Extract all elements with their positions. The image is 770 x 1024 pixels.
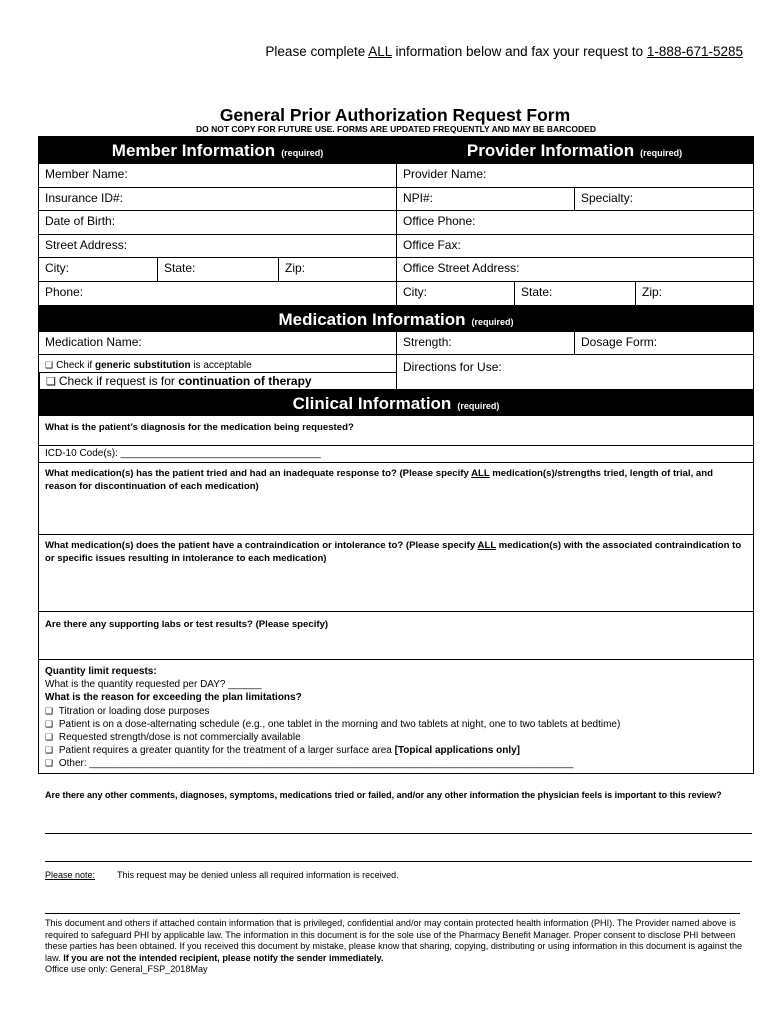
generic-substitution-checkbox[interactable]: ❑ Check if generic substitution is acceptable: [45, 360, 252, 371]
insurance-id-field[interactable]: Insurance ID#:: [45, 191, 124, 205]
medication-section-title: Medication Information (required): [39, 305, 753, 332]
member-section-title: Member Information (required): [111, 140, 324, 160]
member-state-field[interactable]: State:: [157, 258, 278, 281]
please-note: Please note: This request may be denied unless all required information is received.: [45, 870, 399, 880]
fax-instruction: Please complete ALL information below and fax your request to 1-888-671-5285: [265, 44, 743, 59]
continuation-therapy-checkbox[interactable]: ❑ Check if request is for continuation of therapy: [39, 372, 396, 389]
labs-question[interactable]: Are there any supporting labs or test results? (Please specify): [39, 611, 753, 659]
dosage-form-field[interactable]: Dosage Form:: [574, 332, 753, 354]
member-zip-field[interactable]: Zip:: [278, 258, 396, 281]
date-of-birth-field[interactable]: Date of Birth:: [45, 214, 116, 228]
directions-field[interactable]: Directions for Use:: [396, 355, 753, 389]
member-phone-field[interactable]: Phone:: [45, 285, 84, 299]
qty-option-dose-alternating[interactable]: ❑ Patient is on a dose-alternating schedule (e.g., one tablet in the morning and two tablets at night, one to two tablets at bedtime): [45, 718, 621, 730]
provider-section-title: Provider Information (required): [466, 140, 683, 160]
form-subtitle: DO NOT COPY FOR FUTURE USE. FORMS ARE UPDATED FREQUENTLY AND MAY BE BARCODED: [195, 124, 596, 134]
checkbox-icon: ❑: [45, 705, 54, 716]
qty-per-day-field[interactable]: What is the quantity requested per DAY? ______: [45, 679, 262, 691]
qty-heading: Quantity limit requests:: [45, 666, 157, 677]
icd-code-field[interactable]: ICD-10 Code(s): ____________________________________: [39, 445, 753, 462]
comment-line[interactable]: [45, 861, 752, 862]
office-phone-field[interactable]: Office Phone:: [396, 211, 753, 234]
fax-all-emphasis: ALL: [368, 44, 392, 59]
fax-number: 1-888-671-5285: [646, 44, 743, 59]
provider-state-field[interactable]: State:: [514, 282, 635, 305]
tried-medications-question[interactable]: What medication(s) has the patient tried and had an inadequate response to? (Please specify ALL medication(s)/strengths tried, length of trial, and reason for discontinuation of each medication): [39, 462, 753, 534]
qty-option-topical[interactable]: ❑ Patient requires a greater quantity for the treatment of a larger surface area [Topical applications only]: [45, 745, 520, 757]
qty-option-titration[interactable]: ❑ Titration or loading dose purposes: [45, 705, 210, 717]
provider-city-field[interactable]: City:: [396, 282, 514, 305]
confidentiality-notice: This document and others if attached contain information that is privileged, confidential and/or may contain protected health information (PHI). The Provider named above is required to safeguard PHI by applicable law. The information in this document is for the sole use of the Pharmacy Benefit Manager. Proper consent to disclose PHI between these parties has been obtained. If you received this document by mistake, please know that sharing, copying, distributing or using information in this document is against the law. If you are not the intended recipient, please notify the sender immediately. Office use only: General_FSP_2018May: [45, 918, 745, 976]
authorization-form: [38, 136, 754, 774]
member-name-field[interactable]: Member Name:: [45, 167, 128, 181]
contraindication-question[interactable]: What medication(s) does the patient have a contraindication or intolerance to? (Please specify ALL medication(s) with the associated contraindication to or specific issues resulting in intolerance to each medication): [39, 534, 753, 611]
provider-name-field[interactable]: Provider Name:: [396, 164, 753, 187]
npi-field[interactable]: NPI#:: [396, 188, 574, 210]
checkbox-icon: ❑: [45, 360, 54, 370]
checkbox-icon: ❑: [45, 732, 54, 743]
strength-field[interactable]: Strength:: [396, 332, 574, 354]
office-fax-field[interactable]: Office Fax:: [396, 235, 753, 257]
office-use-code: Office use only: General_FSP_2018May: [45, 964, 208, 974]
divider: [45, 913, 740, 914]
qty-option-other[interactable]: ❑ Other: _______________________________________________________________________________________: [45, 758, 574, 770]
other-comments-question: Are there any other comments, diagnoses, symptoms, medications tried or failed, and/or any other information the physician feels is important to this review?: [45, 790, 722, 800]
qty-option-not-available[interactable]: ❑ Requested strength/dose is not commercially available: [45, 732, 301, 744]
diagnosis-question: What is the patient’s diagnosis for the medication being requested?: [45, 422, 354, 433]
checkbox-icon: ❑: [45, 758, 54, 769]
qty-reason-heading: What is the reason for exceeding the plan limitations?: [45, 692, 302, 704]
specialty-field[interactable]: Specialty:: [574, 188, 753, 210]
quantity-limit-section: [39, 659, 753, 773]
member-provider-header: [39, 137, 753, 164]
checkbox-icon: ❑: [45, 718, 54, 729]
office-street-field[interactable]: Office Street Address:: [396, 258, 753, 281]
checkbox-icon: ❑: [45, 745, 54, 756]
provider-zip-field[interactable]: Zip:: [635, 282, 753, 305]
street-address-field[interactable]: Street Address:: [45, 238, 128, 252]
clinical-section-title: Clinical Information (required): [39, 389, 753, 416]
checkbox-icon: ❑: [46, 375, 56, 388]
medication-name-field[interactable]: Medication Name:: [45, 335, 142, 349]
comment-line[interactable]: [45, 833, 752, 834]
member-city-field[interactable]: City:: [45, 261, 69, 275]
form-title: General Prior Authorization Request Form: [219, 105, 571, 125]
